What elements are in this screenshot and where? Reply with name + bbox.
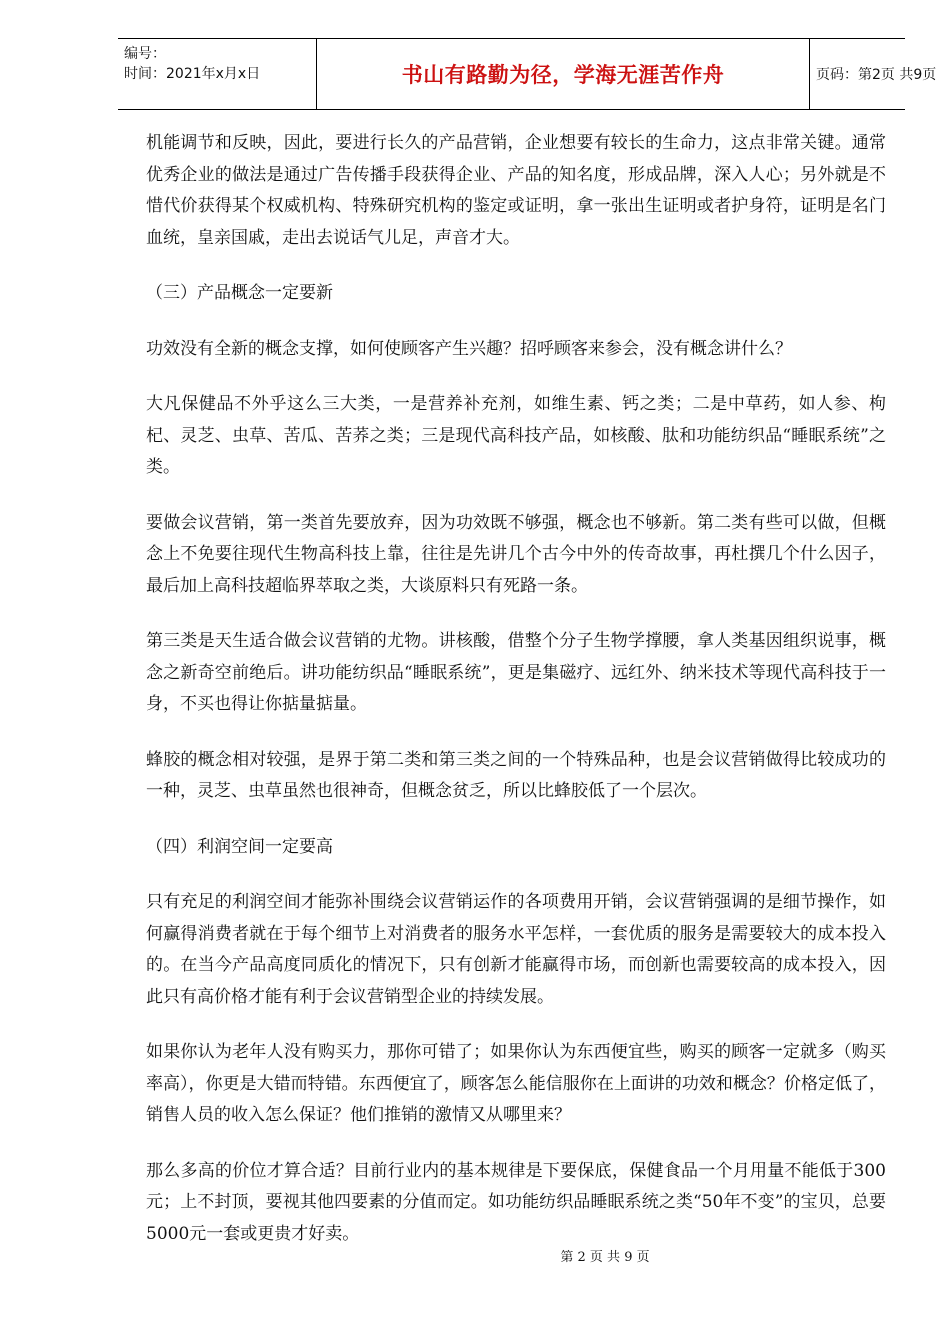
paragraph: 只有充足的利润空间才能弥补围绕会议营销运作的各项费用开销，会议营销强调的是细节操作，如何赢得消费者就在于每个细节上对消费者的服务水平怎样，一套优质的服务是需要较大的成本投入的。在当今产品高度同质化的情况下，只有创新才能赢得市场，而创新也需要较高的成本投入，因此只有高价格才能有利于会议营销型企业的持续发展。	[146, 892, 886, 1007]
header-motto: 书山有路勤为径，学海无涯苦作舟	[316, 39, 810, 109]
header-meta	[118, 39, 316, 109]
page-footer	[0, 1246, 950, 1265]
document-body	[146, 128, 886, 1274]
paragraph: 机能调节和反映，因此，要进行长久的产品营销，企业想要有较长的生命力，这点非常关键。通常优秀企业的做法是通过广告传播手段获得企业、产品的知名度，形成品牌，深入人心；另外就是不惜代价获得某个权威机构、特殊研究机构的鉴定或证明，拿一张出生证明或者护身符，证明是名门血统，皇亲国戚，走出去说话气儿足，声音才大。	[146, 133, 886, 248]
section-heading: （三）产品概念一定要新	[146, 283, 333, 303]
paragraph: 功效没有全新的概念支撑，如何使顾客产生兴趣？招呼顾客来参会，没有概念讲什么？	[146, 338, 792, 359]
paragraph: 第三类是天生适合做会议营销的尤物。讲核酸，借整个分子生物学撑腰，拿人类基因组织说事，概念之新奇空前绝后。讲功能纺织品“睡眠系统”，更是集磁疗、远红外、纳米技术等现代高科技于一身，不买也得让你掂量掂量。	[146, 631, 886, 714]
serial-label: 编号：	[124, 46, 166, 62]
paragraph: 要做会议营销，第一类首先要放弃，因为功效既不够强，概念也不够新。第二类有些可以做，但概念上不免要往现代生物高科技上靠，往往是先讲几个古今中外的传奇故事，再杜撰几个什么因子，最后加上高科技超临界萃取之类，大谈原料只有死路一条。	[146, 512, 886, 596]
footer-page-number: 第 2 页 共 9 页	[560, 1250, 650, 1265]
section-heading: （四）利润空间一定要高	[146, 836, 333, 857]
paragraph: 如果你认为老年人没有购买力，那你可错了；如果你认为东西便宜些，购买的顾客一定就多（购买率高），你更是大错而特错。东西便宜了，顾客怎么能信服你在上面讲的功效和概念？价格定低了，销售人员的收入怎么保证？他们推销的激情又从哪里来？	[146, 1042, 886, 1125]
paragraph: 那么多高的价位才算合适？目前行业内的基本规律是下要保底，保健食品一个月用量不能低于300元；上不封顶，要视其他四要素的分值而定。如功能纺织品睡眠系统之类“50年不变”的宝贝，总要5000元一套或更贵才好卖。	[146, 1160, 886, 1244]
paragraph: 大凡保健品不外乎这么三大类，一是营养补充剂，如维生素、钙之类；二是中草药，如人参、枸杞、灵芝、虫草、苦瓜、苦荞之类；三是现代高科技产品，如核酸、肽和功能纺织品“睡眠系统”之类。	[146, 394, 886, 477]
header-page-info: 页码：第2页 共9页	[816, 67, 937, 83]
paragraph: 蜂胶的概念相对较强，是界于第二类和第三类之间的一个特殊品种，也是会议营销做得比较成功的一种，灵芝、虫草虽然也很神奇，但概念贫乏，所以比蜂胶低了一个层次。	[146, 749, 886, 801]
time-label: 时间：2021年x月x日	[124, 66, 261, 82]
page-header	[118, 38, 937, 110]
